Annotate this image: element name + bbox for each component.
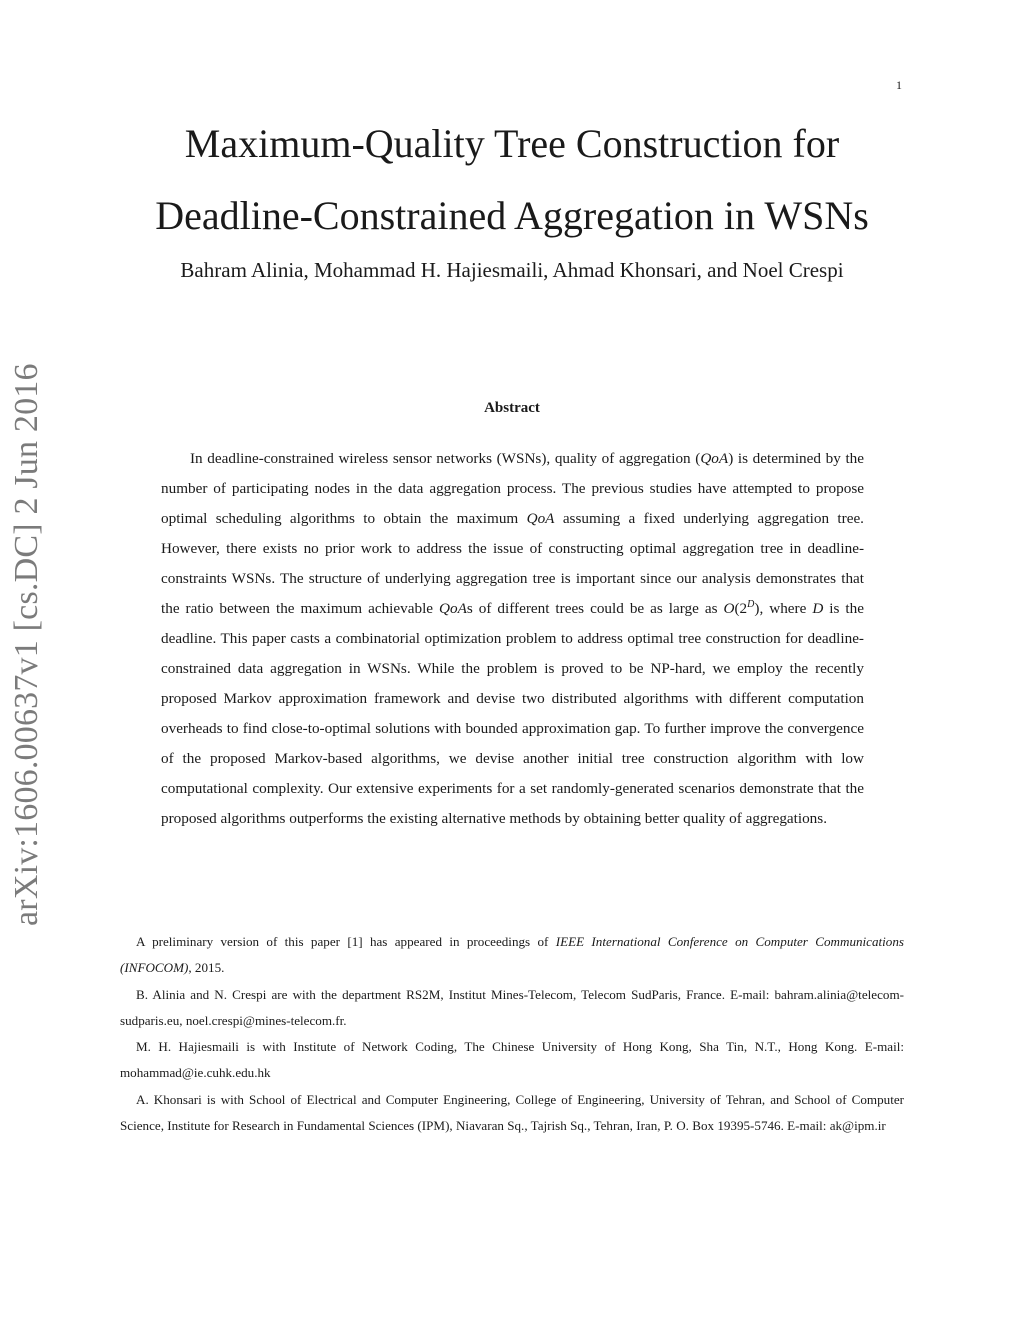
footnote-preliminary-version xyxy=(120,929,904,982)
abstract-text: , where xyxy=(759,600,813,617)
footnotes xyxy=(120,929,904,1139)
footnote-venue: IEEE International Conference on Computer Communications (INFOCOM) xyxy=(120,934,904,976)
math-qoa: QoA xyxy=(526,510,555,527)
arxiv-identifier[interactable]: arXiv:1606.00637v1 [cs.DC] 2 Jun 2016 xyxy=(8,363,45,926)
math-qoa: QoA xyxy=(439,600,467,617)
math-qoa: QoA xyxy=(700,450,729,467)
footnote-text: A preliminary version of this paper [1] has appeared in proceedings of xyxy=(136,934,556,949)
abstract-body xyxy=(161,444,864,834)
footnote-text: , 2015. xyxy=(188,960,225,976)
math-exponent-d: D xyxy=(747,598,755,610)
footnote-affiliation-alinia-crespi: B. Alinia and N. Crespi are with the department RS2M, Institut Mines-Telecom, Telecom SudParis, France. E-mail: bahram.alinia@telecom-sudparis.eu, noel.crespi@mines-telecom.fr. xyxy=(120,986,904,1028)
footnote-affiliation-hajiesmaili: M. H. Hajiesmaili is with Institute of Network Coding, The Chinese University of Hong Kong, Sha Tin, N.T., Hong Kong. E-mail: mohammad@ie.cuhk.edu.hk xyxy=(120,1039,904,1081)
paper-title xyxy=(120,108,904,252)
math-big-o-close: ) xyxy=(754,600,760,617)
page-number: 1 xyxy=(896,78,902,92)
math-big-o-open: (2 xyxy=(734,600,748,617)
abstract-text: assuming a fixed underlying aggregation tree. However, there exists no prior work to address the issue of constructing optimal aggregation tree in deadline-constraints WSNs. The structure of underlying aggregation tree is important since our analysis demonstrates that the ratio between the maximum achievable xyxy=(161,510,864,617)
abstract-text: is the deadline. This paper casts a combinatorial optimization problem to address optimal tree construction for deadline-constrained data aggregation in WSNs. While the problem is proved to be NP-hard, we employ the recently proposed Markov approximation framework and devise two distributed algorithms with different computation overheads to find close-to-optimal solutions with bounded approximation gap. To further improve the convergence of the proposed Markov-based algorithms, we devise another initial tree construction algorithm with low computational complexity. Our extensive experiments for a set randomly-generated scenarios demonstrate that the proposed algorithms outperforms the existing alternative methods by obtaining better quality of aggregations. xyxy=(161,600,864,827)
math-deadline-d: D xyxy=(812,600,824,617)
abstract-text: s of different trees could be as large as xyxy=(466,600,724,617)
abstract-text: ) is determined by the number of participating nodes in the data aggregation process. The previous studies have attempted to propose optimal scheduling algorithms to obtain the maximum xyxy=(161,450,864,527)
abstract-heading: Abstract xyxy=(484,400,540,416)
abstract-text: In deadline-constrained wireless sensor networks (WSNs), quality of aggregation ( xyxy=(190,450,701,467)
footnote-affiliation-khonsari: A. Khonsari is with School of Electrical and Computer Engineering, College of Engineering, University of Tehran, and School of Computer Science, Institute for Research in Fundamental Sciences (IPM), Niavaran Sq., Tajrish Sq., Tehran, Iran, P. O. Box 19395-5746. E-mail: ak@ipm.ir xyxy=(120,1091,904,1134)
title-line-2: Deadline-Constrained Aggregation in WSNs xyxy=(155,193,869,238)
math-big-o: O xyxy=(723,600,735,617)
author-list: Bahram Alinia, Mohammad H. Hajiesmaili, Ahmad Khonsari, and Noel Crespi xyxy=(180,258,844,282)
title-line-1: Maximum-Quality Tree Construction for xyxy=(184,121,840,166)
